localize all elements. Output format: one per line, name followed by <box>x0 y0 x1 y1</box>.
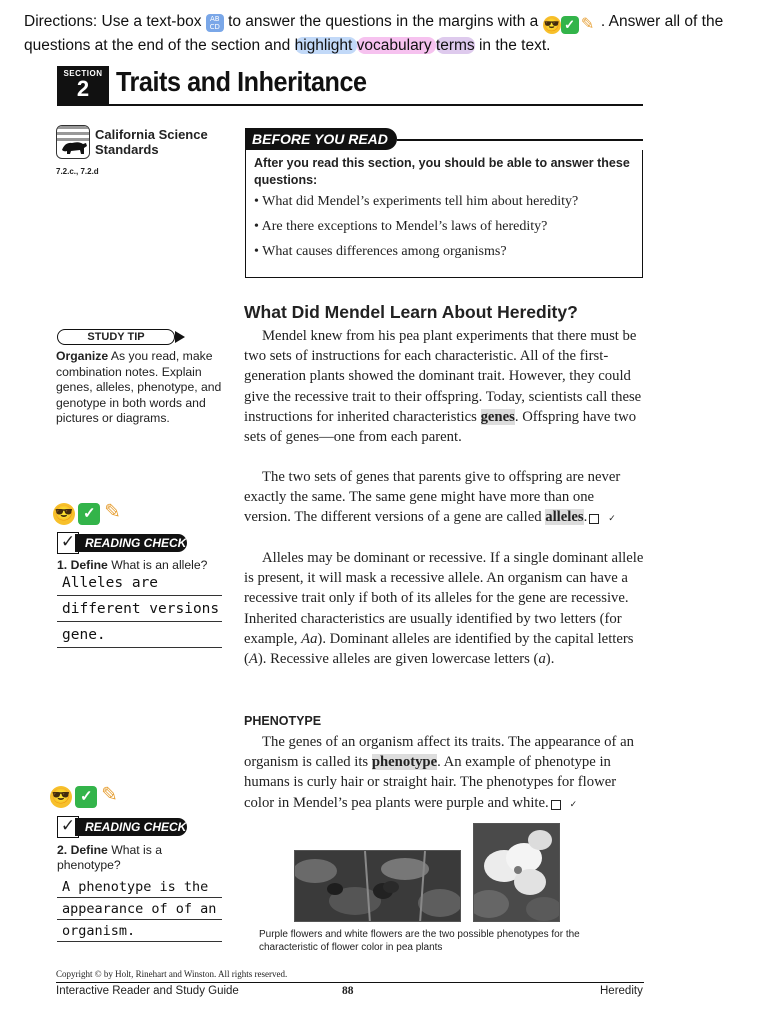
standards-codes: 7.2.c., 7.2.d <box>56 167 99 176</box>
before-you-read-question: • Are there exceptions to Mendel’s laws of heredity? <box>254 219 548 234</box>
italic-a-cap: A <box>248 651 258 668</box>
paragraph-text: The genes of an organism affect its traits. The appearance of an organism is called its <box>244 734 634 771</box>
answer-line: A phenotype is the <box>57 876 222 898</box>
answer-line: different versions <box>57 596 222 622</box>
paragraph-text: . Offspring have two sets of genes—one from each parent. <box>244 408 637 446</box>
pencil-icon: ✎ <box>104 501 121 523</box>
paragraph-text: . <box>583 509 588 526</box>
before-you-read-question: • What did Mendel’s experiments tell him about heredity? <box>254 194 579 209</box>
pencil-icon: ✎ <box>101 784 118 806</box>
check-mark-icon: ✓ <box>561 16 579 34</box>
paragraph-text: ). Dominant alleles are identified by the capital letters ( <box>244 630 634 668</box>
standards-title <box>95 127 208 157</box>
directions-text-3: . Answer all of the questions at the end of the section and <box>24 13 724 54</box>
paragraph-text: Alleles may be dominant or recessive. If a single dominant allele is present, it will mask a recessive allele. An organism can have a recessive trait only if both of its alleles for the gene are recessive. Inherited characteristics are usually identified by two letters (for example, <box>244 550 644 647</box>
reading-check-2-badge <box>57 816 187 836</box>
purple-flowers-photo <box>294 850 461 922</box>
margin-emoji-row <box>53 503 122 525</box>
page-title: Traits and Inheritance <box>116 66 367 97</box>
margin-emoji-row <box>50 786 119 808</box>
study-tip-lead: Organize <box>56 349 109 363</box>
page-number: 88 <box>342 985 354 997</box>
standards-title-line1: California Science <box>95 127 208 142</box>
footer-right: Heredity <box>600 985 643 997</box>
directions-text-2: to answer the questions in the margins with a <box>223 13 543 30</box>
answer-line: gene. <box>57 622 222 648</box>
question-text: What is a phenotype? <box>57 843 162 872</box>
check-mark-icon: ✓ <box>78 503 100 525</box>
answer-box-2[interactable] <box>57 876 222 942</box>
paragraph-dominant <box>244 548 644 669</box>
check-mark-icon: ✓ <box>75 786 97 808</box>
reading-check-label: READING CHECK <box>75 534 187 552</box>
question-verb: Define <box>70 558 108 572</box>
check-box-icon: ✓ <box>57 816 79 838</box>
check-box-icon: ✓ <box>57 532 79 554</box>
italic-aa: Aa <box>301 630 318 647</box>
question-verb: Define <box>70 843 108 857</box>
paragraph-text: The two sets of genes that parents give to offspring are never exactly the same. The same gene might have more than one version. The different versions of a gene are called <box>244 469 621 526</box>
study-tip-body: As you read, make combination notes. Explain genes, alleles, phenotype, and genotype in both words and pictures or diagrams. <box>56 349 222 425</box>
before-you-read-intro: After you read this section, you should be able to answer these questions: <box>254 156 630 187</box>
section-label: SECTION <box>63 69 103 78</box>
vocab-genes: genes <box>480 408 515 425</box>
checkbox-icon: ✓ <box>589 514 599 524</box>
highlight-word: highlight <box>294 37 357 54</box>
copyright: Copyright © by Holt, Rinehart and Winston. All rights reserved. <box>56 969 288 979</box>
section-badge <box>57 66 109 104</box>
vocabulary-word: vocabulary <box>356 37 436 54</box>
reading-check-1-badge <box>57 532 187 552</box>
text-box-icon: AB CD <box>206 14 224 32</box>
before-you-read-question: • What causes differences among organisms? <box>254 244 507 259</box>
paragraph-text: ). <box>545 651 555 668</box>
study-tip-badge <box>57 328 187 346</box>
cool-face-icon: 😎 <box>53 503 75 525</box>
paragraph-phenotype <box>244 732 644 813</box>
before-you-read-box <box>245 150 643 278</box>
bear-icon <box>56 125 90 159</box>
vocab-phenotype: phenotype <box>371 754 438 771</box>
section-heading: What Did Mendel Learn About Heredity? <box>244 302 578 322</box>
answer-line: organism. <box>57 920 222 942</box>
pencil-icon: ✎ <box>580 16 595 33</box>
directions <box>24 10 754 57</box>
study-tip-label: STUDY TIP <box>57 329 175 345</box>
study-tip-text <box>56 349 226 427</box>
answer-line: appearance of of an <box>57 898 222 920</box>
photo-caption: Purple flowers and white flowers are the two possible phenotypes for the characteristic of flower color in pea plants <box>259 929 580 953</box>
cool-face-icon: 😎 <box>50 786 72 808</box>
directions-text-1: Directions: Use a text-box <box>24 13 206 30</box>
arrow-icon <box>175 331 185 343</box>
paragraph-genes <box>244 326 644 447</box>
question-number: 2. <box>57 843 68 857</box>
vocab-alleles: alleles <box>545 509 584 526</box>
paragraph-text: ). Recessive alleles are given lowercase letters ( <box>257 651 539 668</box>
directions-text-4: in the text. <box>474 37 551 54</box>
answer-line: Alleles are <box>57 570 222 596</box>
question-text: What is an allele? <box>107 558 208 572</box>
answer-box-1[interactable] <box>57 570 222 648</box>
before-you-read-tab: BEFORE YOU READ <box>245 128 397 150</box>
paragraph-text: Mendel knew from his pea plant experiments that there must be two sets of instructions for each characteristic. All of the first-generation plants showed the dominant trait. However, they could give the recessive trait to their offspring. Today, scientists call these instructions for inherited characteristics <box>244 328 642 425</box>
reading-check-2-question <box>57 843 227 873</box>
footer-left: Interactive Reader and Study Guide <box>56 985 239 997</box>
paragraph-alleles <box>244 467 644 528</box>
cool-face-icon: 😎 <box>543 17 560 32</box>
reading-check-label: READING CHECK <box>75 818 187 836</box>
before-you-read-rule <box>397 139 643 141</box>
question-number: 1. <box>57 558 68 572</box>
white-flowers-photo <box>473 823 560 922</box>
paragraph-text: . An example of phenotype in humans is curly hair or straight hair. The phenotypes for flower color in Mendel’s pea plants were purple and white. <box>244 754 617 811</box>
checkbox-icon: ✓ <box>551 800 561 810</box>
terms-word: terms <box>435 37 475 54</box>
section-number: 2 <box>76 76 90 101</box>
footer-rule <box>56 982 644 983</box>
italic-a: a <box>538 651 546 668</box>
phenotype-heading: PHENOTYPE <box>244 714 322 728</box>
title-rule <box>57 104 643 106</box>
standards-title-line2: Standards <box>95 142 159 157</box>
